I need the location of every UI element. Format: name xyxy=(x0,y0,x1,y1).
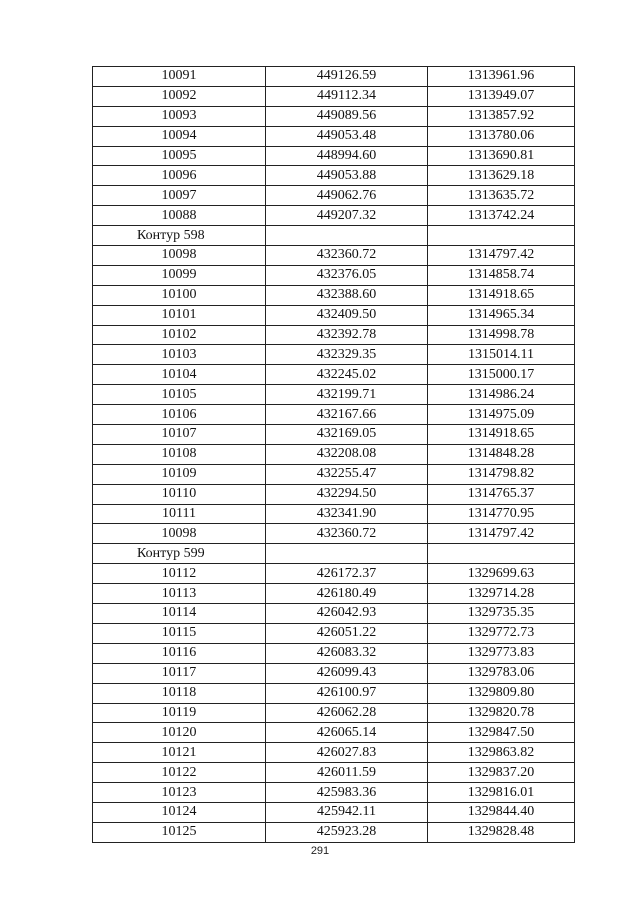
x-coordinate-cell: 432376.05 xyxy=(266,265,428,285)
x-coordinate-cell: 432388.60 xyxy=(266,285,428,305)
x-coordinate-cell: 432294.50 xyxy=(266,484,428,504)
table-row xyxy=(93,206,575,226)
point-number-cell: 10093 xyxy=(93,106,266,126)
table-row xyxy=(93,285,575,305)
contour-label: Контур 598 xyxy=(93,226,266,246)
point-number-cell: 10102 xyxy=(93,325,266,345)
x-coordinate-cell: 432167.66 xyxy=(266,405,428,425)
x-coordinate-cell: 432199.71 xyxy=(266,385,428,405)
point-number-cell: 10113 xyxy=(93,584,266,604)
table-row xyxy=(93,146,575,166)
point-number-cell: 10103 xyxy=(93,345,266,365)
y-coordinate-cell: 1314797.42 xyxy=(428,246,575,266)
point-number-cell: 10109 xyxy=(93,464,266,484)
table-row xyxy=(93,385,575,405)
x-coordinate-cell: 425923.28 xyxy=(266,822,428,842)
y-coordinate-cell: 1329863.82 xyxy=(428,743,575,763)
table-row xyxy=(93,345,575,365)
y-coordinate-cell: 1314765.37 xyxy=(428,484,575,504)
point-number-cell: 10114 xyxy=(93,604,266,624)
x-coordinate-cell: 426172.37 xyxy=(266,564,428,584)
empty-cell xyxy=(266,226,428,246)
y-coordinate-cell: 1329844.40 xyxy=(428,802,575,822)
y-coordinate-cell: 1314986.24 xyxy=(428,385,575,405)
x-coordinate-cell: 432360.72 xyxy=(266,524,428,544)
y-coordinate-cell: 1314965.34 xyxy=(428,305,575,325)
contour-header-row xyxy=(93,544,575,564)
table-row xyxy=(93,743,575,763)
table-row xyxy=(93,67,575,87)
table-row xyxy=(93,643,575,663)
x-coordinate-cell: 449053.48 xyxy=(266,126,428,146)
y-coordinate-cell: 1314798.82 xyxy=(428,464,575,484)
y-coordinate-cell: 1314975.09 xyxy=(428,405,575,425)
empty-cell xyxy=(428,226,575,246)
y-coordinate-cell: 1313857.92 xyxy=(428,106,575,126)
point-number-cell: 10106 xyxy=(93,405,266,425)
point-number-cell: 10121 xyxy=(93,743,266,763)
x-coordinate-cell: 432409.50 xyxy=(266,305,428,325)
y-coordinate-cell: 1313949.07 xyxy=(428,86,575,106)
x-coordinate-cell: 426051.22 xyxy=(266,623,428,643)
point-number-cell: 10122 xyxy=(93,763,266,783)
table-row xyxy=(93,703,575,723)
point-number-cell: 10098 xyxy=(93,246,266,266)
point-number-cell: 10110 xyxy=(93,484,266,504)
y-coordinate-cell: 1329773.83 xyxy=(428,643,575,663)
table-row xyxy=(93,783,575,803)
point-number-cell: 10105 xyxy=(93,385,266,405)
point-number-cell: 10125 xyxy=(93,822,266,842)
contour-header-row xyxy=(93,226,575,246)
table-row xyxy=(93,564,575,584)
point-number-cell: 10104 xyxy=(93,365,266,385)
table-row xyxy=(93,444,575,464)
table-row xyxy=(93,305,575,325)
table-row xyxy=(93,265,575,285)
table-row xyxy=(93,763,575,783)
x-coordinate-cell: 426100.97 xyxy=(266,683,428,703)
empty-cell xyxy=(428,544,575,564)
y-coordinate-cell: 1329809.80 xyxy=(428,683,575,703)
y-coordinate-cell: 1329735.35 xyxy=(428,604,575,624)
x-coordinate-cell: 449062.76 xyxy=(266,186,428,206)
table-row xyxy=(93,604,575,624)
y-coordinate-cell: 1314770.95 xyxy=(428,504,575,524)
table-row xyxy=(93,723,575,743)
point-number-cell: 10120 xyxy=(93,723,266,743)
point-number-cell: 10112 xyxy=(93,564,266,584)
table-row xyxy=(93,106,575,126)
y-coordinate-cell: 1314998.78 xyxy=(428,325,575,345)
table-row xyxy=(93,325,575,345)
x-coordinate-cell: 426083.32 xyxy=(266,643,428,663)
x-coordinate-cell: 449112.34 xyxy=(266,86,428,106)
x-coordinate-cell: 432255.47 xyxy=(266,464,428,484)
x-coordinate-cell: 432392.78 xyxy=(266,325,428,345)
x-coordinate-cell: 448994.60 xyxy=(266,146,428,166)
y-coordinate-cell: 1329828.48 xyxy=(428,822,575,842)
y-coordinate-cell: 1314848.28 xyxy=(428,444,575,464)
y-coordinate-cell: 1329772.73 xyxy=(428,623,575,643)
table-row xyxy=(93,663,575,683)
point-number-cell: 10099 xyxy=(93,265,266,285)
contour-label: Контур 599 xyxy=(93,544,266,564)
table-row xyxy=(93,584,575,604)
table-row xyxy=(93,822,575,842)
y-coordinate-cell: 1314858.74 xyxy=(428,265,575,285)
x-coordinate-cell: 432341.90 xyxy=(266,504,428,524)
table-row xyxy=(93,166,575,186)
point-number-cell: 10119 xyxy=(93,703,266,723)
table-row xyxy=(93,524,575,544)
y-coordinate-cell: 1314918.65 xyxy=(428,285,575,305)
point-number-cell: 10118 xyxy=(93,683,266,703)
table-row xyxy=(93,623,575,643)
y-coordinate-cell: 1313742.24 xyxy=(428,206,575,226)
point-number-cell: 10094 xyxy=(93,126,266,146)
point-number-cell: 10115 xyxy=(93,623,266,643)
coordinates-table xyxy=(92,66,575,843)
y-coordinate-cell: 1329837.20 xyxy=(428,763,575,783)
y-coordinate-cell: 1313629.18 xyxy=(428,166,575,186)
x-coordinate-cell: 426027.83 xyxy=(266,743,428,763)
x-coordinate-cell: 432208.08 xyxy=(266,444,428,464)
table-row xyxy=(93,86,575,106)
point-number-cell: 10092 xyxy=(93,86,266,106)
x-coordinate-cell: 426062.28 xyxy=(266,703,428,723)
point-number-cell: 10095 xyxy=(93,146,266,166)
x-coordinate-cell: 432245.02 xyxy=(266,365,428,385)
point-number-cell: 10091 xyxy=(93,67,266,87)
y-coordinate-cell: 1313635.72 xyxy=(428,186,575,206)
x-coordinate-cell: 432360.72 xyxy=(266,246,428,266)
x-coordinate-cell: 432169.05 xyxy=(266,425,428,445)
point-number-cell: 10097 xyxy=(93,186,266,206)
y-coordinate-cell: 1314797.42 xyxy=(428,524,575,544)
coordinates-table-body xyxy=(93,67,575,843)
table-row xyxy=(93,126,575,146)
x-coordinate-cell: 426065.14 xyxy=(266,723,428,743)
page-number: 291 xyxy=(310,845,330,857)
y-coordinate-cell: 1313780.06 xyxy=(428,126,575,146)
table-row xyxy=(93,246,575,266)
x-coordinate-cell: 449207.32 xyxy=(266,206,428,226)
table-row xyxy=(93,365,575,385)
point-number-cell: 10088 xyxy=(93,206,266,226)
x-coordinate-cell: 426099.43 xyxy=(266,663,428,683)
point-number-cell: 10100 xyxy=(93,285,266,305)
table-row xyxy=(93,464,575,484)
table-row xyxy=(93,186,575,206)
point-number-cell: 10107 xyxy=(93,425,266,445)
x-coordinate-cell: 425983.36 xyxy=(266,783,428,803)
point-number-cell: 10111 xyxy=(93,504,266,524)
x-coordinate-cell: 449053.88 xyxy=(266,166,428,186)
y-coordinate-cell: 1329820.78 xyxy=(428,703,575,723)
table-row xyxy=(93,484,575,504)
y-coordinate-cell: 1315014.11 xyxy=(428,345,575,365)
y-coordinate-cell: 1314918.65 xyxy=(428,425,575,445)
x-coordinate-cell: 449089.56 xyxy=(266,106,428,126)
point-number-cell: 10123 xyxy=(93,783,266,803)
y-coordinate-cell: 1313961.96 xyxy=(428,67,575,87)
point-number-cell: 10098 xyxy=(93,524,266,544)
x-coordinate-cell: 425942.11 xyxy=(266,802,428,822)
y-coordinate-cell: 1329783.06 xyxy=(428,663,575,683)
x-coordinate-cell: 426042.93 xyxy=(266,604,428,624)
table-row xyxy=(93,504,575,524)
x-coordinate-cell: 449126.59 xyxy=(266,67,428,87)
point-number-cell: 10101 xyxy=(93,305,266,325)
point-number-cell: 10108 xyxy=(93,444,266,464)
y-coordinate-cell: 1329714.28 xyxy=(428,584,575,604)
point-number-cell: 10117 xyxy=(93,663,266,683)
point-number-cell: 10124 xyxy=(93,802,266,822)
y-coordinate-cell: 1313690.81 xyxy=(428,146,575,166)
table-row xyxy=(93,405,575,425)
y-coordinate-cell: 1329699.63 xyxy=(428,564,575,584)
point-number-cell: 10116 xyxy=(93,643,266,663)
table-row xyxy=(93,802,575,822)
table-row xyxy=(93,425,575,445)
y-coordinate-cell: 1315000.17 xyxy=(428,365,575,385)
y-coordinate-cell: 1329847.50 xyxy=(428,723,575,743)
empty-cell xyxy=(266,544,428,564)
y-coordinate-cell: 1329816.01 xyxy=(428,783,575,803)
x-coordinate-cell: 432329.35 xyxy=(266,345,428,365)
x-coordinate-cell: 426180.49 xyxy=(266,584,428,604)
point-number-cell: 10096 xyxy=(93,166,266,186)
x-coordinate-cell: 426011.59 xyxy=(266,763,428,783)
table-row xyxy=(93,683,575,703)
